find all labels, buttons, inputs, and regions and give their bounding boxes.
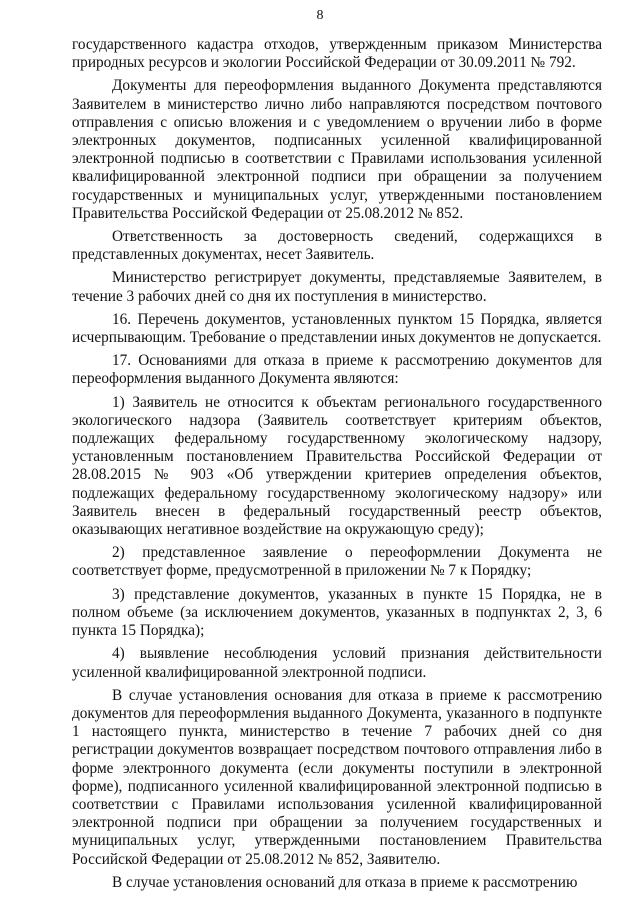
paragraph-responsibility: Ответственность за достоверность сведений, содержащихся в представленных документах, несет Заявитель. — [72, 228, 602, 264]
paragraph-registration: Министерство регистрирует документы, представляемые Заявителем, в течение 3 рабочих дней со дня их поступления в министерство. — [72, 269, 602, 305]
paragraph-refusal-cases-continued: В случае установления оснований для отказа в приеме к рассмотрению — [112, 873, 578, 891]
paragraph-subitem-4: 4) выявление несоблюдения условий признания действительности усиленной квалифицированной электронной подписи. — [72, 645, 602, 681]
page-number: 8 — [316, 8, 324, 23]
paragraph-submission-methods: Документы для переоформления выданного Документа представляются Заявителем в министерство лично либо направляются посредством почтового отправления с описью вложения и с уведомлением о вручении либо в форме электронных документов, подписанных усиленной квалифицированной электронной подписью в соответствии с Правилами использования усиленной квалифицированной электронной подписи при обращении за получением государственных и муниципальных услуг, утвержденными постановлением Правительства Российской Федерации от 25.08.2012 № 852. — [72, 77, 602, 222]
paragraph-item-17: 17. Основаниями для отказа в приеме к рассмотрению документов для переоформления выданного Документа являются: — [72, 352, 602, 388]
paragraph-subitem-2: 2) представленное заявление о переоформлении Документа не соответствует форме, предусмотренной в приложении № 7 к Порядку; — [72, 544, 602, 580]
paragraph-subitem-3: 3) представление документов, указанных в пункте 15 Порядка, не в полном объеме (за исключением документов, указанных в подпунктах 2, 3, 6 пункта 15 Порядка); — [72, 585, 602, 640]
document-body — [72, 36, 602, 897]
paragraph-item-16: 16. Перечень документов, установленных пунктом 15 Порядка, является исчерпывающим. Требование о представлении иных документов не допускается. — [72, 310, 602, 347]
paragraph-refusal-case: В случае установления основания для отказа в приеме к рассмотрению документов для переоформления выданного Документа, указанного в подпункте 1 настоящего пункта, министерство в течение 7 рабочих дней со дня регистрации документов возвращает посредством почтового отправления либо в форме электронного документа (если документы поступили в электронной форме), подписанного усиленной квалифицированной электронной подписью в соответствии с Правилами использования усиленной квалифицированной электронной подписи при обращении за получением государственных и муниципальных услуг, утвержденными постановлением Правительства Российской Федерации от 25.08.2012 № 852, Заявителю. — [72, 686, 602, 868]
paragraph-subitem-1: 1) Заявитель не относится к объектам регионального государственного экологического надзора (Заявитель соответствует критериям объектов, подлежащих федеральному государственному экологическому надзору, установленным постановлением Правительства Российской Федерации от 28.08.2015 № 903 «Об утверждении критериев определения объектов, подлежащих федеральному государственному экологическому надзору» или Заявитель внесен в федеральный государственный реестр объектов, оказывающих негативное воздействие на окружающую среду); — [72, 393, 602, 539]
paragraph-continuation: государственного кадастра отходов, утвержденным приказом Министерства природных ресурсов и экологии Российской Федерации от 30.09.2011 № 792. — [72, 36, 602, 72]
